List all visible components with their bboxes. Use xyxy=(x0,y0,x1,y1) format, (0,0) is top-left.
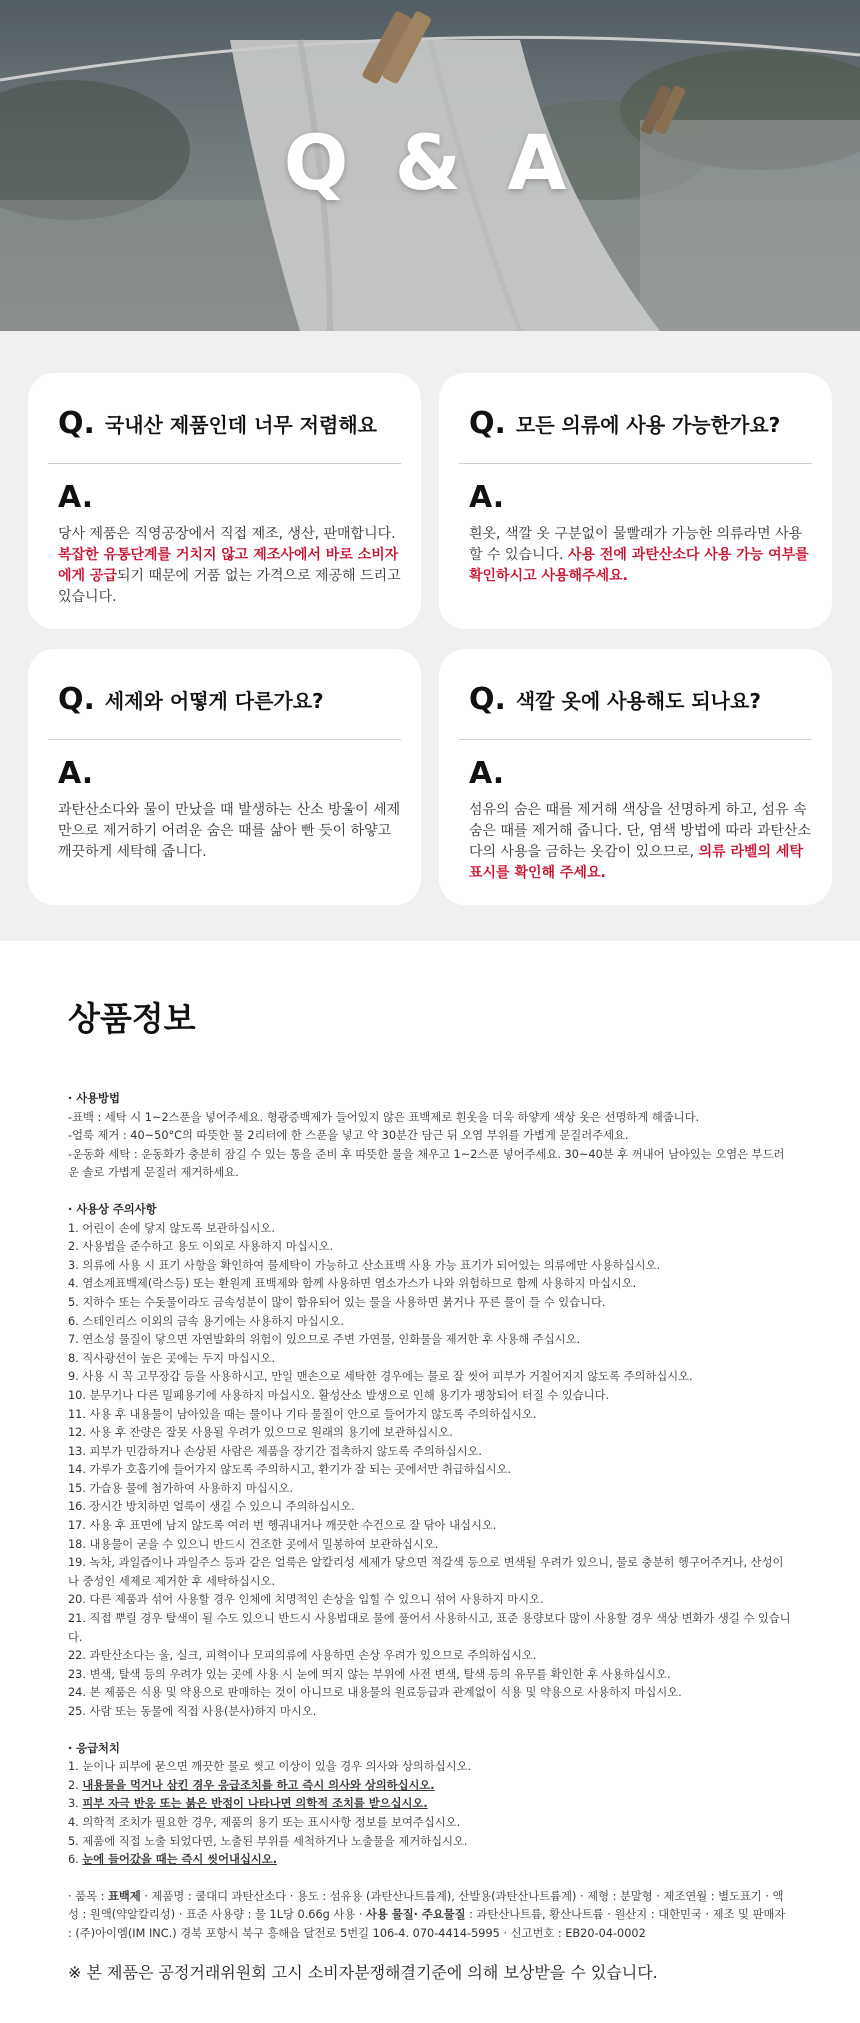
question-mark: Q. xyxy=(469,405,506,441)
caution-line: 20. 다른 제품과 섞어 사용할 경우 인체에 치명적인 손상을 입힐 수 있으니 섞어 사용하지 마시오. xyxy=(68,1593,544,1607)
caution-line: 12. 사용 후 잔량은 잘못 사용될 우려가 있으므로 원래의 용기에 보관하십시오. xyxy=(68,1426,453,1440)
caution-line: 9. 사용 시 꼭 고무장갑 등을 사용하시고, 만일 맨손으로 세탁한 경우에는 물로 잘 씻어 피부가 거칠어지지 않도록 주의하십시오. xyxy=(68,1370,693,1384)
spec-bold: 표백제 xyxy=(108,1889,141,1903)
answer-text xyxy=(48,524,401,608)
usage-line: -운동화 세탁 : 운동화가 충분히 잠길 수 있는 통을 준비 후 따뜻한 물을 채우고 1~2스푼 넣어주세요. 30~40분 후 꺼내어 남아있는 오염은 부드러운 솔로 가볍게 문질러 제거하세요. xyxy=(68,1147,785,1180)
hero-banner xyxy=(0,0,860,331)
answer-segment: 과탄산소다와 물이 만났을 때 발생하는 산소 방울이 세제만으로 제거하기 어려운 숨은 때를 삶아 빤 듯이 하얗고 깨끗하게 세탁해 줍니다. xyxy=(58,802,401,860)
spec-part: · 품목 : xyxy=(68,1889,108,1903)
question-text: 색깔 옷에 사용해도 되나요? xyxy=(515,688,761,713)
question-text: 모든 의류에 사용 가능한가요? xyxy=(515,412,781,437)
answer-text xyxy=(459,524,812,587)
question-mark: Q. xyxy=(469,681,506,717)
caution-heading: · 사용상 주의사항 xyxy=(68,1202,157,1216)
usage-heading: · 사용방법 xyxy=(68,1092,120,1105)
usage-lines xyxy=(68,1109,792,1183)
firstaid-line xyxy=(68,1851,792,1870)
question-row xyxy=(48,681,401,717)
qa-card xyxy=(28,649,421,905)
answer-segment: 되기 때문에 거품 없는 가격으로 제공해 드리고 있습니다. xyxy=(58,568,401,605)
caution-line: 13. 피부가 민감하거나 손상된 사람은 제품을 장기간 접촉하지 않도록 주의하십시오. xyxy=(68,1444,483,1458)
firstaid-emphasis: 눈에 들어갔을 때는 즉시 씻어내십시오. xyxy=(82,1853,278,1867)
firstaid-emphasis: 내용물을 먹거나 삼킨 경우 응급조치를 하고 즉시 의사와 상의하십시오. xyxy=(82,1778,435,1792)
question-text: 국내산 제품인데 너무 저렴해요 xyxy=(104,412,377,437)
firstaid-text: 5. 제품에 직접 노출 되었다면, 노출된 부위를 세척하거나 노출물을 제거하십시오. xyxy=(68,1834,468,1848)
caution-line: 8. 직사광선이 높은 곳에는 두지 마십시오. xyxy=(68,1351,275,1365)
caution-line: 19. 녹차, 과일즙이나 과일주스 등과 같은 얼룩은 알칼리성 세제가 닿으면 적갈색 등으로 변색될 우려가 있으니, 물로 충분히 헹구어주거나, 산성이나 중성인 세제로 제거한 후 세탁하십시오. xyxy=(68,1556,784,1588)
qa-card xyxy=(28,373,421,629)
usage-line: -얼룩 제거 : 40~50°C의 따뜻한 물 2리터에 한 스푼을 넣고 약 30분간 담근 뒤 오염 부위를 가볍게 문질러주세요. xyxy=(68,1129,629,1143)
answer-segment: 흰옷, 색깔 옷 구분없이 물빨래가 가능한 의류라면 사용할 수 있습니다. xyxy=(469,526,803,563)
firstaid-text: 3. xyxy=(68,1797,83,1811)
firstaid-line xyxy=(68,1795,792,1814)
firstaid-text: 4. 의학적 조치가 필요한 경우, 제품의 용기 또는 표시사항 정보를 보여주십시오. xyxy=(68,1815,461,1829)
firstaid-block xyxy=(68,1740,792,1870)
firstaid-line xyxy=(68,1758,792,1777)
qa-section xyxy=(0,331,860,941)
caution-line: 10. 분무기나 다른 밀폐용기에 사용하지 마십시오. 활성산소 발생으로 인해 용기가 팽창되어 터질 수 있습니다. xyxy=(68,1388,610,1402)
answer-mark: A. xyxy=(469,756,505,791)
qa-divider xyxy=(48,463,401,464)
firstaid-text: 6. xyxy=(68,1853,83,1867)
caution-line: 3. 의류에 사용 시 표기 사항을 확인하여 물세탁이 가능하고 산소표백 사용 가능 표기가 되어있는 의류에만 사용하십시오. xyxy=(68,1258,661,1272)
caution-line: 17. 사용 후 표면에 남지 않도록 여러 번 헹궈내거나 깨끗한 수건으로 잘 닦아 내십시오. xyxy=(68,1519,497,1533)
firstaid-line xyxy=(68,1777,792,1796)
caution-line: 18. 내용물이 굳을 수 있으니 반드시 건조한 곳에서 밀봉하여 보관하십시오. xyxy=(68,1537,439,1551)
caution-lines xyxy=(68,1220,792,1722)
compensation-notice: ※ 본 제품은 공정거래위원회 고시 소비자분쟁해결기준에 의해 보상받을 수 있습니다. xyxy=(68,1962,658,1982)
qa-grid xyxy=(28,373,832,905)
question-row xyxy=(48,405,401,441)
answer-segment: 당사 제품은 직영공장에서 직접 제조, 생산, 판매합니다. xyxy=(58,526,396,542)
caution-line: 7. 연소성 물질이 닿으면 자연발화의 위험이 있으므로 주변 가연물, 인화물을 제거한 후 사용해 주십시오. xyxy=(68,1333,581,1347)
caution-line: 23. 변색, 탈색 등의 우려가 있는 곳에 사용 시 눈에 띄지 않는 부위에 사전 변색, 탈색 등의 유무를 확인한 후 사용하십시오. xyxy=(68,1667,671,1681)
answer-segment: 섬유의 숨은 때를 제거해 색상을 선명하게 하고, 섬유 속 숨은 때를 제거해 줍니다. 단, 염색 방법에 따라 과탄산소다의 사용을 금하는 옷감이 있으므로, xyxy=(469,802,812,860)
qa-card xyxy=(439,649,832,905)
caution-block xyxy=(68,1201,792,1722)
caution-line: 21. 직접 뿌릴 경우 탈색이 될 수도 있으니 반드시 사용법대로 물에 풀어서 사용하시고, 표준 용량보다 많이 사용할 경우 색상 변화가 생길 수 있습니다. xyxy=(68,1612,791,1644)
spec-bold: 사용 물질· 주요물질 xyxy=(366,1908,466,1922)
answer-mark: A. xyxy=(58,480,94,515)
caution-line: 25. 사람 또는 동물에 직접 사용(분사)하지 마시오. xyxy=(68,1705,317,1718)
firstaid-line xyxy=(68,1814,792,1833)
product-spec xyxy=(68,1888,792,1944)
caution-line: 1. 어린이 손에 닿지 않도록 보관하십시오. xyxy=(68,1221,275,1235)
caution-line: 2. 사용법을 준수하고 용도 이외로 사용하지 마십시오. xyxy=(68,1240,334,1254)
firstaid-text: 1. 눈이나 피부에 묻으면 깨끗한 물로 씻고 이상이 있을 경우 의사와 상의하십시오. xyxy=(68,1760,472,1774)
firstaid-heading: · 응급처치 xyxy=(68,1741,120,1755)
qa-divider xyxy=(459,463,812,464)
caution-line: 16. 장시간 방치하면 얼룩이 생길 수 있으니 주의하십시오. xyxy=(68,1500,355,1514)
answer-highlight: 복잡한 유통단계를 거치지 않고 제조사에서 바로 소비자에게 공급 xyxy=(58,547,399,584)
usage-line: -표백 : 세탁 시 1~2스푼을 넣어주세요. 형광증백제가 들어있지 않은 표백제로 흰옷을 더욱 하얗게 색상 옷은 선명하게 해줍니다. xyxy=(68,1110,700,1124)
answer-mark: A. xyxy=(58,756,94,791)
question-mark: Q. xyxy=(58,405,95,441)
caution-line: 14. 가루가 호흡기에 들어가지 않도록 주의하시고, 환기가 잘 되는 곳에서만 취급하십시오. xyxy=(68,1463,512,1477)
question-mark: Q. xyxy=(58,681,95,717)
product-info-title: 상품정보 xyxy=(68,999,196,1038)
firstaid-lines xyxy=(68,1758,792,1870)
answer-text xyxy=(48,800,401,863)
firstaid-emphasis: 피부 자극 반응 또는 붉은 반점이 나타나면 의학적 조치를 받으십시오. xyxy=(82,1797,428,1811)
answer-highlight: 의류 라벨의 세탁 표시를 확인해 주세요. xyxy=(469,844,803,881)
qa-card xyxy=(439,373,832,629)
question-text: 세제와 어떻게 다른가요? xyxy=(104,688,324,713)
caution-line: 22. 과탄산소다는 울, 실크, 피혁이나 모피의류에 사용하면 손상 우려가 있으므로 주의하십시오. xyxy=(68,1649,537,1663)
caution-line: 6. 스테인리스 이외의 금속 용기에는 사용하지 마십시오. xyxy=(68,1314,344,1328)
caution-line: 5. 지하수 또는 수돗물이라도 금속성분이 많이 함유되어 있는 물을 사용하면 붉거나 푸른 물이 들 수 있습니다. xyxy=(68,1295,606,1309)
spec-part: · 제품명 : 쿨대디 과탄산소다 · 용도 : 섬유용 (과탄산나트륨계), 산발용(과탄산나트륨계) · 제형 : 분말형 · 제조연월 : 별도표기 · 액성 : 원액(약알칼리성) · 표준 사용량 : 물 1L당 0.66g 사용 · xyxy=(68,1889,784,1922)
caution-line: 11. 사용 후 내용물이 남아있을 때는 물이나 기타 물질이 안으로 들어가지 않도록 주의하십시오. xyxy=(68,1407,537,1421)
caution-line: 15. 가습용 물에 첨가하여 사용하지 마십시오. xyxy=(68,1481,294,1495)
spec-part: : 과탄산나트륨, 황산나트륨 · 원산지 : 대한민국 · 제조 및 판매자 : (주)아이엠(IM INC.) 경북 포항시 북구 흥해읍 달전로 5번길 106-4. 070-4414-5995 · 신고번호 : EB20-04-0002 xyxy=(68,1908,786,1940)
firstaid-line xyxy=(68,1833,792,1852)
qa-divider xyxy=(459,739,812,740)
product-info-section xyxy=(0,941,860,2023)
usage-block xyxy=(68,1090,792,1183)
qa-divider xyxy=(48,739,401,740)
question-row xyxy=(459,681,812,717)
answer-mark: A. xyxy=(469,480,505,515)
caution-line: 4. 염소계표백제(락스등) 또는 환원계 표백제와 함께 사용하면 염소가스가 나와 위험하므로 함께 사용하지 마십시오. xyxy=(68,1277,637,1291)
firstaid-text: 2. xyxy=(68,1778,83,1792)
question-row xyxy=(459,405,812,441)
answer-highlight: 사용 전에 과탄산소다 사용 가능 여부를 확인하시고 사용해주세요. xyxy=(469,547,809,584)
answer-text xyxy=(459,800,812,884)
caution-line: 24. 본 제품은 식용 및 약용으로 판매하는 것이 아니므로 내용물의 원료등급과 관계없이 식용 및 약용으로 사용하지 마십시오. xyxy=(68,1686,682,1700)
hero-title: Q & A xyxy=(283,118,577,207)
